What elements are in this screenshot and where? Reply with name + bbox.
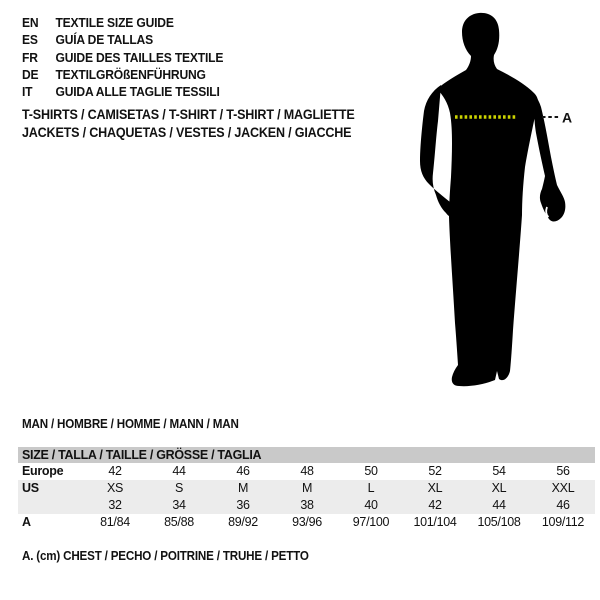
size-table-header: SIZE / TALLA / TAILLE / GRÖSSE / TAGLIA — [18, 447, 595, 463]
language-code: DE — [22, 66, 39, 82]
language-code: ES — [22, 32, 38, 48]
size-cell: 50 — [364, 464, 378, 478]
row-label: Europe — [22, 464, 64, 478]
size-cell: 109/112 — [541, 515, 585, 529]
garment-category-block — [22, 106, 355, 142]
size-cell: 101/104 — [413, 515, 457, 529]
size-table — [18, 447, 595, 531]
language-label: GUIDA ALLE TAGLIE TESSILI — [55, 84, 220, 100]
size-cell: 48 — [300, 464, 314, 478]
language-row — [22, 14, 223, 31]
size-cell: XL — [491, 481, 507, 495]
section-title-man: MAN / HOMBRE / HOMME / MANN / MAN — [22, 417, 239, 431]
table-row-europe — [18, 463, 595, 480]
table-row-us — [18, 480, 595, 497]
table-row-chest-a — [18, 514, 595, 531]
size-cell: 38 — [300, 498, 314, 512]
size-cell: 46 — [556, 498, 570, 512]
size-cell: 32 — [108, 498, 122, 512]
size-cell: 93/96 — [292, 515, 322, 529]
size-cell: M — [301, 481, 313, 495]
size-cell: 56 — [556, 464, 570, 478]
size-cell: 44 — [172, 464, 186, 478]
language-code: EN — [22, 15, 39, 30]
size-cell: XXL — [551, 481, 575, 495]
language-row — [22, 31, 223, 48]
language-label: TEXTILGRÖßENFÜHRUNG — [55, 66, 206, 82]
size-cell: 40 — [364, 498, 378, 512]
size-cell: 97/100 — [352, 515, 390, 529]
language-label: GUIDE DES TAILLES TEXTILE — [55, 49, 224, 65]
size-cell: S — [174, 481, 184, 495]
measure-label-a: A — [562, 109, 573, 126]
size-cell: 44 — [492, 498, 506, 512]
category-line-jackets: JACKETS / CHAQUETAS / VESTES / JACKEN / GIACCHE — [22, 125, 352, 140]
language-row — [22, 83, 223, 100]
size-cell: L — [367, 481, 375, 495]
size-cell: 54 — [492, 464, 506, 478]
row-label: A — [22, 515, 31, 529]
size-cell: 36 — [236, 498, 250, 512]
size-cell: 85/88 — [164, 515, 194, 529]
size-cell: 46 — [236, 464, 250, 478]
size-cell: M — [237, 481, 249, 495]
table-row-numeric — [18, 497, 595, 514]
size-cell: 81/84 — [100, 515, 130, 529]
man-silhouette-figure — [395, 5, 575, 390]
size-cell: XS — [106, 481, 124, 495]
size-cell: 105/108 — [477, 515, 521, 529]
language-row — [22, 66, 223, 83]
measurement-footnote: A. (cm) CHEST / PECHO / POITRINE / TRUHE / PETTO — [22, 549, 309, 563]
language-row — [22, 49, 223, 66]
size-cell: 89/92 — [228, 515, 258, 529]
language-label: TEXTILE SIZE GUIDE — [55, 15, 174, 30]
size-cell: XL — [427, 481, 443, 495]
category-line-tshirts: T-SHIRTS / CAMISETAS / T-SHIRT / T-SHIRT / MAGLIETTE — [22, 107, 355, 122]
language-code: FR — [22, 49, 38, 65]
size-cell: 42 — [428, 498, 442, 512]
language-code: IT — [22, 84, 33, 100]
language-label: GUÍA DE TALLAS — [55, 32, 153, 48]
language-title-block — [22, 14, 223, 100]
man-body-silhouette — [437, 13, 538, 386]
size-cell: 34 — [172, 498, 186, 512]
size-cell: 42 — [108, 464, 122, 478]
row-label — [18, 497, 83, 514]
size-cell: 52 — [428, 464, 442, 478]
row-label: US — [22, 481, 39, 495]
